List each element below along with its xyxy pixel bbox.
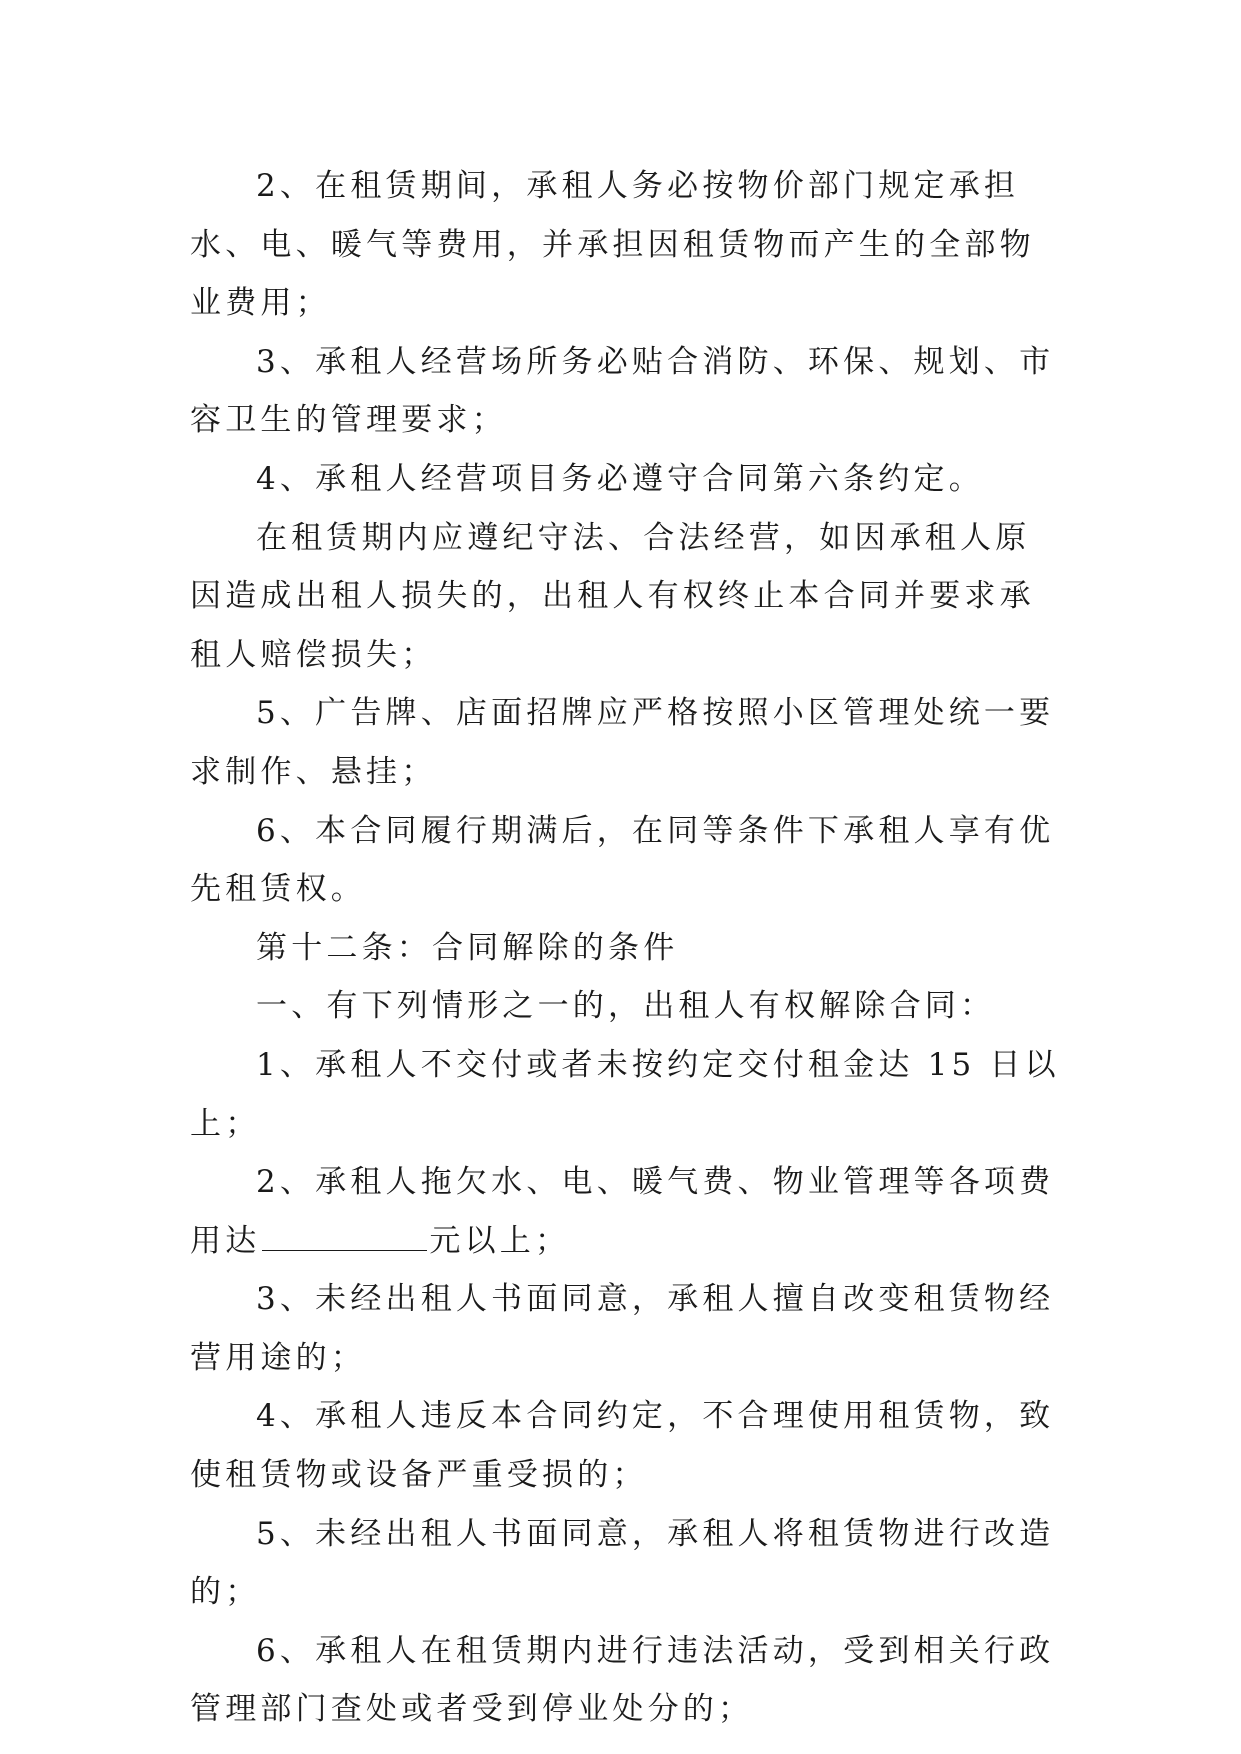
paragraph-compliance-requirements: 3、承租人经营场所务必贴合消防、环保、规划、市容卫生的管理要求； xyxy=(190,343,1055,439)
paragraph-termination-fees-overdue xyxy=(190,1153,1060,1270)
paragraph-termination-damage: 4、承租人违反本合同约定，不合理使用租赁物，致使租赁物或设备严重受损的； xyxy=(190,1398,1055,1494)
paragraph-lawful-operation: 在租赁期内应遵纪守法、合法经营，如因承租人原因造成出租人损失的，出租人有权终止本合同并要求承租人赔偿损失； xyxy=(190,519,1035,673)
amount-blank-line xyxy=(262,1212,427,1251)
paragraph-termination-illegal-activity: 6、承租人在租赁期内进行违法活动，受到相关行政管理部门查处或者受到停业处分的； xyxy=(190,1632,1055,1728)
section-heading-termination: 第十二条：合同解除的条件 xyxy=(256,929,679,966)
paragraph-business-scope: 4、承租人经营项目务必遵守合同第六条约定。 xyxy=(256,460,984,497)
paragraph-termination-intro: 一、有下列情形之一的，出租人有权解除合同： xyxy=(256,988,996,1025)
document-body xyxy=(190,157,1060,1739)
paragraph-utilities-fees: 2、在租赁期间，承租人务必按物价部门规定承担水、电、暖气等费用，并承担因租赁物而产生的全部物业费用； xyxy=(190,168,1035,322)
paragraph-signboards: 5、广告牌、店面招牌应严格按照小区管理处统一要求制作、悬挂； xyxy=(190,695,1055,790)
paragraph-termination-modification: 5、未经出租人书面同意，承租人将租赁物进行改造的； xyxy=(190,1515,1055,1611)
paragraph-termination-rent-overdue: 1、承租人不交付或者未按约定交付租金达 15 日以上； xyxy=(190,1046,1060,1142)
clause-text-after-blank: 元以上； xyxy=(429,1222,571,1259)
paragraph-renewal-priority: 6、本合同履行期满后，在同等条件下承租人享有优先租赁权。 xyxy=(190,812,1055,908)
clause-text-before-blank: 2、承租人拖欠水、电、暖气费、物业管理等各项费用达 xyxy=(190,1164,1055,1259)
paragraph-termination-use-change: 3、未经出租人书面同意，承租人擅自改变租赁物经营用途的； xyxy=(190,1281,1055,1376)
